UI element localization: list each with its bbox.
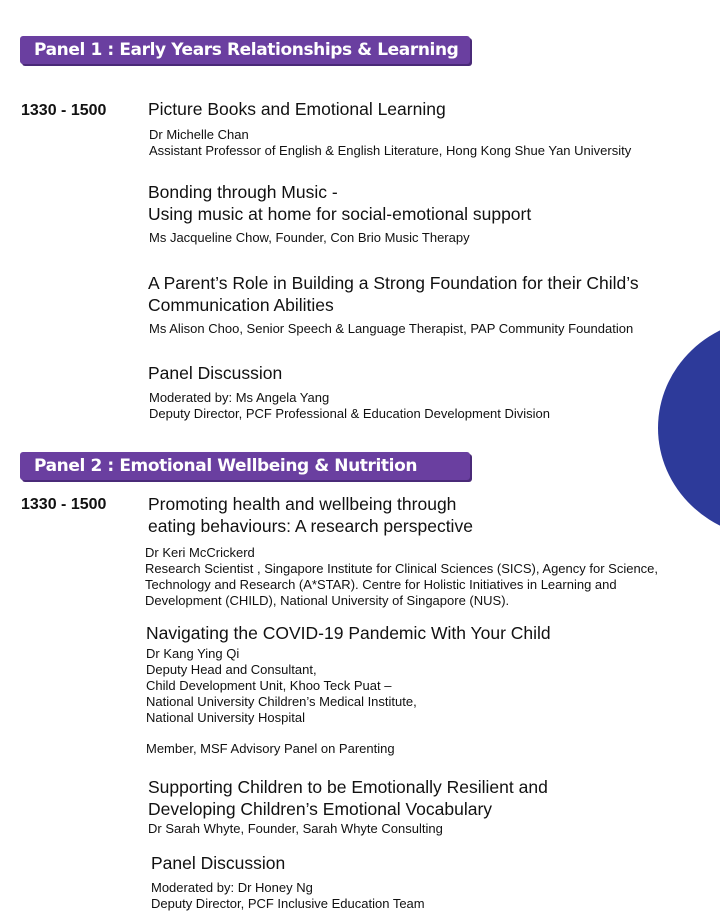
- talk-title: [151, 852, 285, 874]
- panel-1-banner-text: Panel 1 : Early Years Relationships & Learning: [34, 40, 459, 60]
- talk-title: [146, 622, 551, 644]
- speaker-line: Child Development Unit, Khoo Teck Puat –: [146, 678, 392, 693]
- talk-title-line: Using music at home for social-emotional support: [148, 204, 532, 224]
- speaker-line: Moderated by: Ms Angela Yang: [149, 390, 330, 405]
- talk-title-line: Panel Discussion: [151, 853, 286, 873]
- talk-title: [148, 776, 548, 820]
- talk-speaker: [146, 646, 417, 726]
- talk-speaker: [149, 390, 550, 422]
- talk-title-line: A Parent’s Role in Building a Strong Foundation for their Child’s: [148, 273, 639, 293]
- talk-title-line: Supporting Children to be Emotionally Resilient and: [148, 777, 548, 797]
- talk-title: [148, 362, 282, 384]
- speaker-line: Research Scientist , Singapore Institute for Clinical Sciences (SICS), Agency for Science,: [145, 561, 659, 576]
- panel-1-time: 1330 - 1500: [21, 102, 107, 119]
- talk-title-line: eating behaviours: A research perspective: [148, 516, 473, 536]
- decorative-blue-circle: [658, 318, 720, 538]
- speaker-membership: Member, MSF Advisory Panel on Parenting: [146, 741, 395, 756]
- talk-title: [148, 181, 531, 225]
- speaker-line: National University Hospital: [146, 710, 305, 725]
- speaker-line: Dr Kang Ying Qi: [146, 646, 240, 661]
- talk-speaker: [145, 545, 658, 609]
- talk-title-line: Panel Discussion: [148, 363, 283, 383]
- talk-title: [148, 272, 639, 316]
- speaker-line: Dr Michelle Chan: [149, 127, 249, 142]
- speaker-line: Dr Keri McCrickerd: [145, 545, 255, 560]
- speaker-line: Deputy Head and Consultant,: [146, 662, 317, 677]
- speaker-line: Ms Alison Choo, Senior Speech & Language Therapist, PAP Community Foundation: [149, 321, 634, 336]
- panel-2-banner: [20, 452, 470, 480]
- speaker-line: Dr Sarah Whyte, Founder, Sarah Whyte Consulting: [148, 821, 443, 836]
- talk-speaker: [149, 127, 631, 159]
- talk-title-line: Picture Books and Emotional Learning: [148, 99, 446, 119]
- talk-title-line: Navigating the COVID-19 Pandemic With Your Child: [146, 623, 551, 643]
- talk-speaker: [148, 821, 443, 837]
- speaker-line: Deputy Director, PCF Professional & Education Development Division: [149, 406, 551, 421]
- talk-title: [148, 493, 473, 537]
- speaker-line: National University Children’s Medical Institute,: [146, 694, 417, 709]
- talk-speaker: [149, 321, 633, 337]
- talk-title-line: Communication Abilities: [148, 295, 334, 315]
- talk-title-line: Promoting health and wellbeing through: [148, 494, 457, 514]
- speaker-line: Assistant Professor of English & English Literature, Hong Kong Shue Yan University: [149, 143, 632, 158]
- speaker-line: Ms Jacqueline Chow, Founder, Con Brio Music Therapy: [149, 230, 470, 245]
- talk-speaker: [151, 880, 425, 912]
- speaker-line: Deputy Director, PCF Inclusive Education Team: [151, 896, 425, 911]
- talk-title-line: Bonding through Music -: [148, 182, 338, 202]
- talk-title: [148, 98, 446, 120]
- speaker-line: Moderated by: Dr Honey Ng: [151, 880, 313, 895]
- speaker-line: Technology and Research (A*STAR). Centre for Holistic Initiatives in Learning and: [145, 577, 617, 592]
- speaker-line: Development (CHILD), National University of Singapore (NUS).: [145, 593, 510, 608]
- talk-speaker: [149, 230, 470, 246]
- panel-2-time: 1330 - 1500: [21, 496, 107, 513]
- talk-title-line: Developing Children’s Emotional Vocabulary: [148, 799, 493, 819]
- panel-2-banner-text: Panel 2 : Emotional Wellbeing & Nutrition: [34, 456, 418, 476]
- panel-1-banner: [20, 36, 470, 64]
